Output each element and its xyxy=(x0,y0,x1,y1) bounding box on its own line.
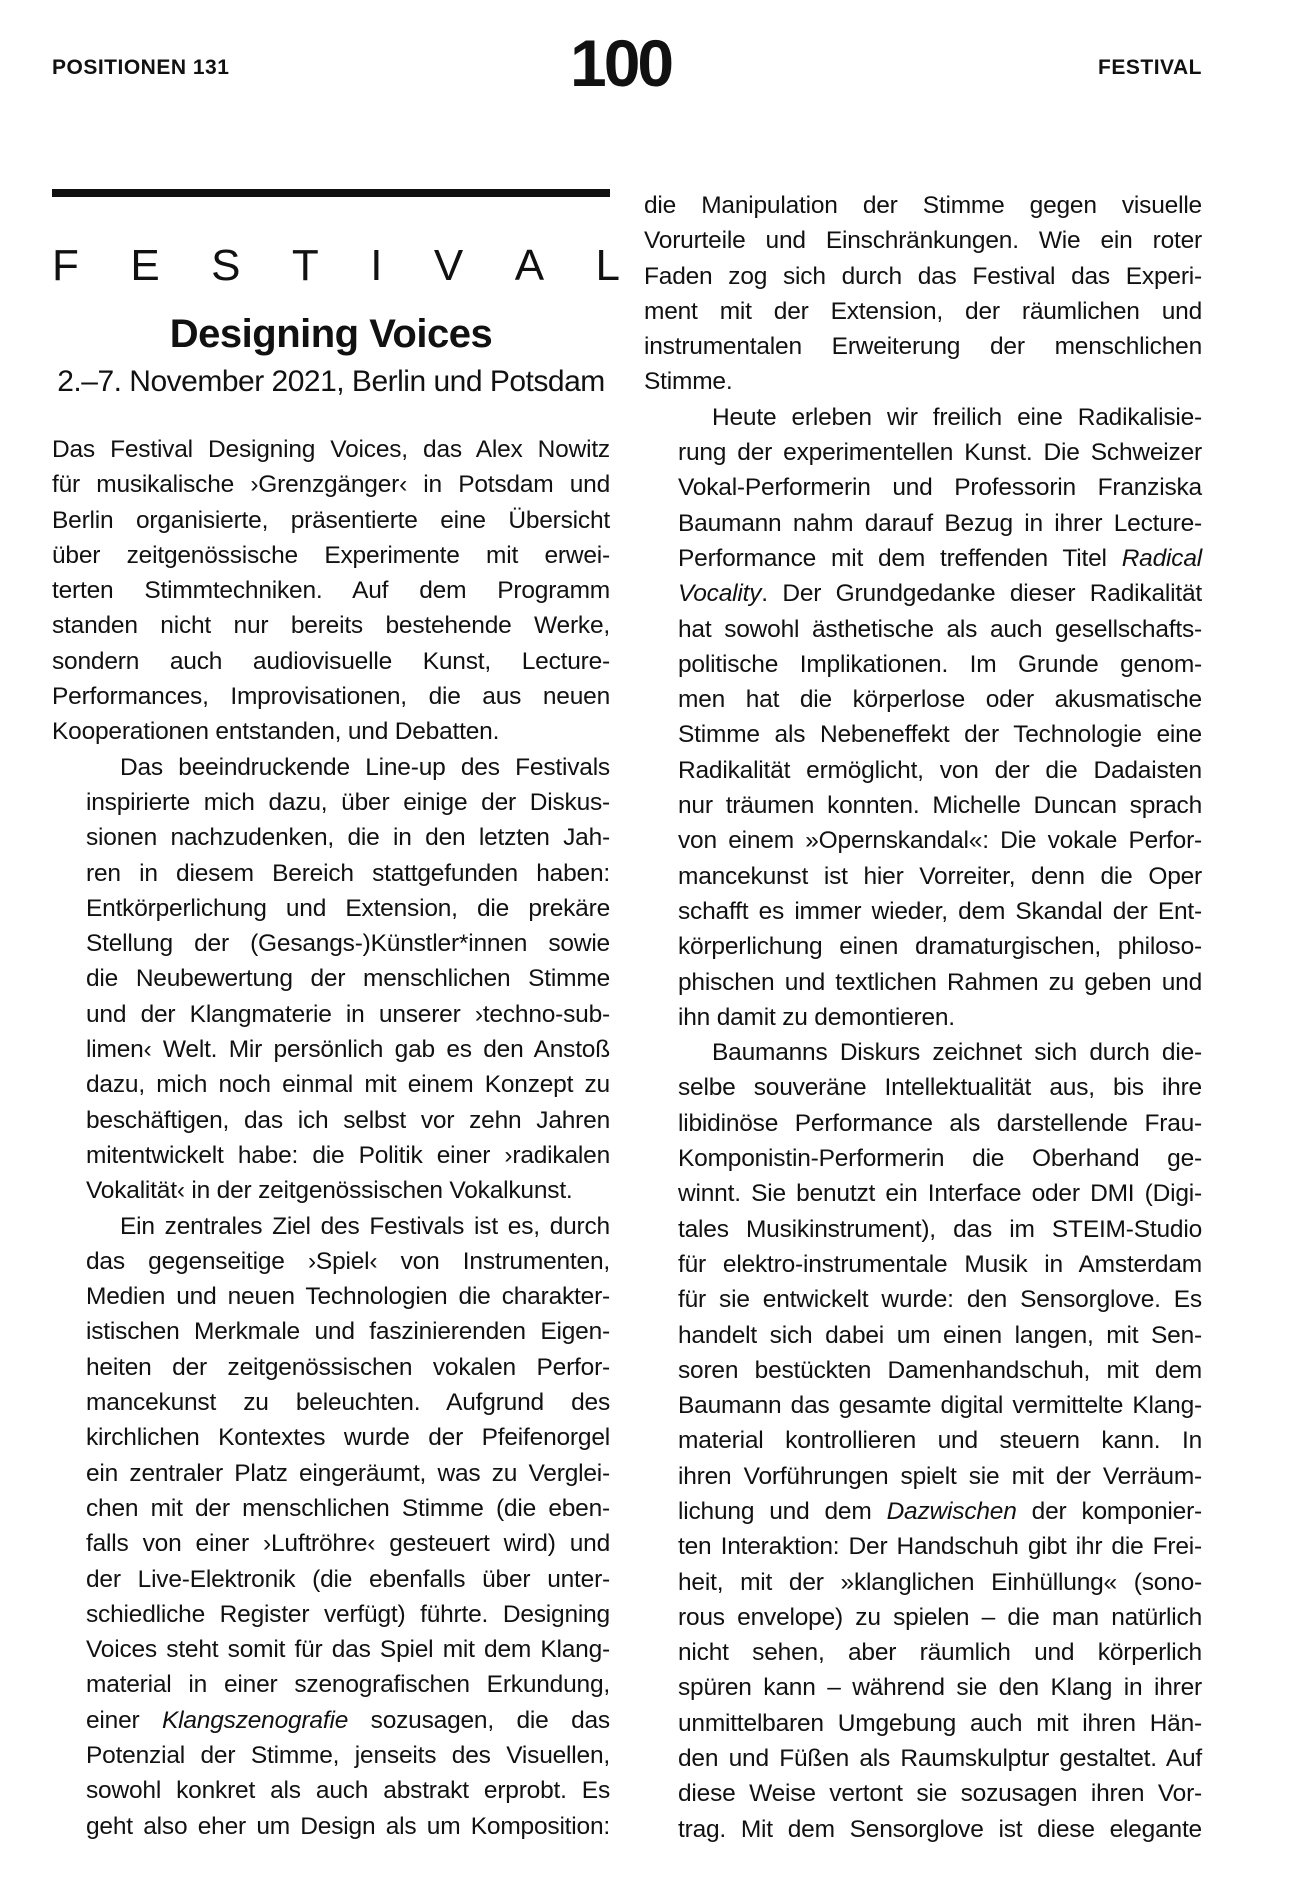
text-line: für elektro-instrumentale Musik in Amsterdam xyxy=(678,1250,1202,1278)
left-column xyxy=(52,432,610,1844)
text-line: von einem »Opernskandal«: Die vokale Perfor- xyxy=(678,827,1202,855)
text-line: terten Stimmtechniken. Auf dem Programm xyxy=(52,577,610,605)
text-line: Berlin organisierte, präsentierte eine Übersicht xyxy=(52,506,610,534)
text-line: Medien und neuen Technologien die charakter- xyxy=(86,1283,610,1311)
text-line: beschäftigen, das ich selbst vor zehn Jahren xyxy=(86,1106,610,1134)
text-line: der Live-Elektronik (die ebenfalls über unter- xyxy=(86,1565,610,1593)
text-line: istischen Merkmale und faszinierenden Eigen- xyxy=(86,1318,610,1346)
text-line xyxy=(52,1703,610,1738)
text-line: Stimme. xyxy=(644,368,733,396)
text-line: sionen nachzudenken, die in den letzten Jah- xyxy=(86,824,610,852)
text-line: Vorurteile und Einschränkungen. Wie ein roter xyxy=(644,227,1202,255)
text-line: den und Füßen als Raumskulptur gestaltet. Auf xyxy=(678,1745,1202,1773)
text-line: Baumann das gesamte digital vermittelte Klang- xyxy=(678,1392,1202,1420)
text-line: ihren Vorführungen spielt sie mit der Verräum- xyxy=(678,1462,1202,1490)
text-line: ren in diesem Bereich stattgefunden haben: xyxy=(86,859,610,887)
text-line: tales Musikinstrument), das im STEIM-Studio xyxy=(678,1215,1202,1243)
text-fragment: Performance mit dem treffenden Titel xyxy=(678,544,1122,572)
text-line: heit, mit der »klanglichen Einhüllung« (sono- xyxy=(678,1568,1202,1596)
text-line: Faden zog sich durch das Festival das Experi- xyxy=(644,262,1202,290)
text-fragment: sozusagen, die das xyxy=(348,1706,610,1734)
text-line: ein zentraler Platz eingeräumt, was zu Verglei- xyxy=(86,1459,610,1487)
text-line: material in einer szenografischen Erkundung, xyxy=(86,1671,610,1699)
text-fragment: lichung und dem xyxy=(678,1497,887,1525)
italic-term: Dazwischen xyxy=(886,1497,1017,1525)
text-line: instrumentalen Erweiterung der menschlichen xyxy=(644,333,1202,361)
text-line: Kooperationen entstanden, und Debatten. xyxy=(52,718,500,746)
text-line: das gegenseitige ›Spiel‹ von Instrumenten, xyxy=(86,1247,610,1275)
text-line: winnt. Sie benutzt ein Interface oder DMI (Digi- xyxy=(678,1180,1202,1208)
text-line: standen nicht nur bereits bestehende Werke, xyxy=(52,612,610,640)
text-line: ihn damit zu demontieren. xyxy=(678,1003,955,1031)
text-fragment: der komponier- xyxy=(1016,1497,1202,1525)
text-line: rung der experimentellen Kunst. Die Schweizer xyxy=(678,439,1202,467)
text-line: material kontrollieren und steuern kann. In xyxy=(678,1427,1202,1455)
text-line: Baumanns Diskurs zeichnet sich durch die- xyxy=(712,1039,1202,1067)
text-line: spüren kann – während sie den Klang in ihrer xyxy=(678,1674,1202,1702)
section-letter: A xyxy=(514,241,545,290)
text-line: ment mit der Extension, der räumlichen und xyxy=(644,297,1202,325)
italic-term: Radical xyxy=(1121,544,1202,572)
section-letter: S xyxy=(211,241,241,290)
text-line: unmittelbaren Umgebung auch mit ihren Hän- xyxy=(678,1709,1202,1737)
article-title: Designing Voices xyxy=(169,312,493,356)
section-letter: T xyxy=(291,241,319,290)
text-line: körperlichung einen dramaturgischen, philoso- xyxy=(678,933,1202,961)
text-line: heiten der zeitgenössischen vokalen Perfor- xyxy=(86,1353,610,1381)
section-letter: L xyxy=(595,241,620,290)
section-letter: I xyxy=(370,241,383,290)
italic-term: Vocality xyxy=(678,580,762,608)
article-subtitle: 2.–7. November 2021, Berlin und Potsdam xyxy=(57,365,605,398)
text-line: Heute erleben wir freilich eine Radikalisie- xyxy=(712,403,1202,431)
text-line: libidinöse Performance als darstellende Frau- xyxy=(678,1109,1202,1137)
text-line: rous envelope) zu spielen – die man natürlich xyxy=(678,1603,1202,1631)
paragraph xyxy=(52,432,610,750)
text-line: Performances, Improvisationen, die aus neuen xyxy=(52,683,610,711)
text-fragment: . Der Grundgedanke dieser Radikalität xyxy=(761,580,1202,608)
text-line: die Neubewertung der menschlichen Stimme xyxy=(86,965,610,993)
text-line: soren bestückten Damenhandschuh, mit dem xyxy=(678,1356,1202,1384)
text-line: mancekunst zu beleuchten. Aufgrund des xyxy=(86,1389,610,1417)
text-line: Ein zentrales Ziel des Festivals ist es, durch xyxy=(120,1212,610,1240)
text-line: Entkörperlichung und Extension, die prekäre xyxy=(86,894,610,922)
text-line: Baumann nahm darauf Bezug in ihrer Lecture- xyxy=(678,509,1202,537)
text-line: handelt sich dabei um einen langen, mit Sen- xyxy=(678,1321,1202,1349)
text-line xyxy=(644,576,1202,611)
text-fragment: einer xyxy=(86,1706,162,1734)
text-line: geht also eher um Design als um Komposition: xyxy=(86,1812,610,1840)
section-letter: E xyxy=(130,241,160,290)
text-line: politische Implikationen. Im Grunde genom- xyxy=(678,650,1202,678)
page-number: 100 xyxy=(570,26,672,100)
title-rule xyxy=(52,189,610,197)
text-line: diese Weise vertont sie sozusagen ihren Vor- xyxy=(678,1780,1202,1808)
section-name: FESTIVAL xyxy=(1098,56,1202,79)
text-line: kirchlichen Kontextes wurde der Pfeifenorgel xyxy=(86,1424,610,1452)
text-line: über zeitgenössische Experimente mit erwei- xyxy=(52,541,610,569)
paragraph xyxy=(52,750,610,1209)
text-line: mancekunst ist hier Vorreiter, denn die Oper xyxy=(678,862,1202,890)
section-letter: V xyxy=(433,241,464,290)
text-line: für sie entwickelt wurde: den Sensorglove. Es xyxy=(678,1286,1202,1314)
paragraph xyxy=(644,400,1202,1035)
text-line: chen mit der menschlichen Stimme (die eben- xyxy=(86,1494,610,1522)
text-line: Stimme als Nebeneffekt der Technologie eine xyxy=(678,721,1202,749)
text-line: für musikalische ›Grenzgänger‹ in Potsdam und xyxy=(52,471,610,499)
section-label xyxy=(52,241,620,290)
text-line xyxy=(644,541,1202,576)
text-line: nur träumen konnten. Michelle Duncan sprach xyxy=(678,792,1202,820)
text-line: men hat die körperlose oder akusmatische xyxy=(678,686,1202,714)
italic-term: Klangszenografie xyxy=(162,1706,349,1734)
text-line: Vokalität‹ in der zeitgenössischen Vokalkunst. xyxy=(86,1177,573,1205)
text-line: hat sowohl ästhetische als auch gesellschafts- xyxy=(678,615,1202,643)
text-line: Komponistin-Performerin die Oberhand ge- xyxy=(678,1145,1202,1173)
text-line: limen‹ Welt. Mir persönlich gab es den Anstoß xyxy=(86,1036,610,1064)
text-line: Vokal-Performerin und Professorin Franziska xyxy=(678,474,1202,502)
text-line: Das beeindruckende Line-up des Festivals xyxy=(120,753,610,781)
text-line: Das Festival Designing Voices, das Alex Nowitz xyxy=(52,436,610,463)
text-line: sondern auch audiovisuelle Kunst, Lecture- xyxy=(52,647,610,675)
text-line: die Manipulation der Stimme gegen visuelle xyxy=(644,192,1202,219)
text-line: falls von einer ›Luftröhre‹ gesteuert wird) und xyxy=(86,1530,610,1558)
text-line: Stellung der (Gesangs-)Künstler*innen sowie xyxy=(86,930,610,958)
text-line: und der Klangmaterie in unserer ›techno-sub- xyxy=(86,1000,610,1028)
text-line: trag. Mit dem Sensorglove ist diese elegante xyxy=(678,1815,1202,1843)
text-line: nicht sehen, aber räumlich und körperlich xyxy=(678,1639,1202,1667)
text-line: schafft es immer wieder, dem Skandal der Ent- xyxy=(678,897,1202,925)
text-line: phischen und textlichen Rahmen zu geben und xyxy=(678,968,1202,996)
paragraph xyxy=(52,1209,610,1844)
text-line: selbe souveräne Intellektualität aus, bis ihre xyxy=(678,1074,1202,1102)
paragraph xyxy=(644,1035,1202,1847)
text-line: sowohl konkret als auch abstrakt erprobt. Es xyxy=(86,1777,610,1805)
right-column xyxy=(644,188,1202,1847)
text-line: Radikalität ermöglicht, von der die Dadaisten xyxy=(678,756,1202,784)
journal-issue: POSITIONEN 131 xyxy=(52,56,230,79)
text-line: dazu, mich noch einmal mit einem Konzept zu xyxy=(86,1071,610,1099)
text-line: inspirierte mich dazu, über einige der Diskus- xyxy=(86,788,610,816)
text-line: mitentwickelt habe: die Politik einer ›radikalen xyxy=(86,1141,610,1169)
text-line: Potenzial der Stimme, jenseits des Visuellen, xyxy=(86,1741,610,1769)
paragraph xyxy=(644,188,1202,400)
section-letter: F xyxy=(52,241,79,290)
text-line: Voices steht somit für das Spiel mit dem Klang- xyxy=(86,1636,610,1664)
text-line: schiedliche Register verfügt) führte. Designing xyxy=(86,1600,610,1628)
text-line xyxy=(644,1494,1202,1529)
text-line: ten Interaktion: Der Handschuh gibt ihr die Frei- xyxy=(678,1533,1202,1561)
